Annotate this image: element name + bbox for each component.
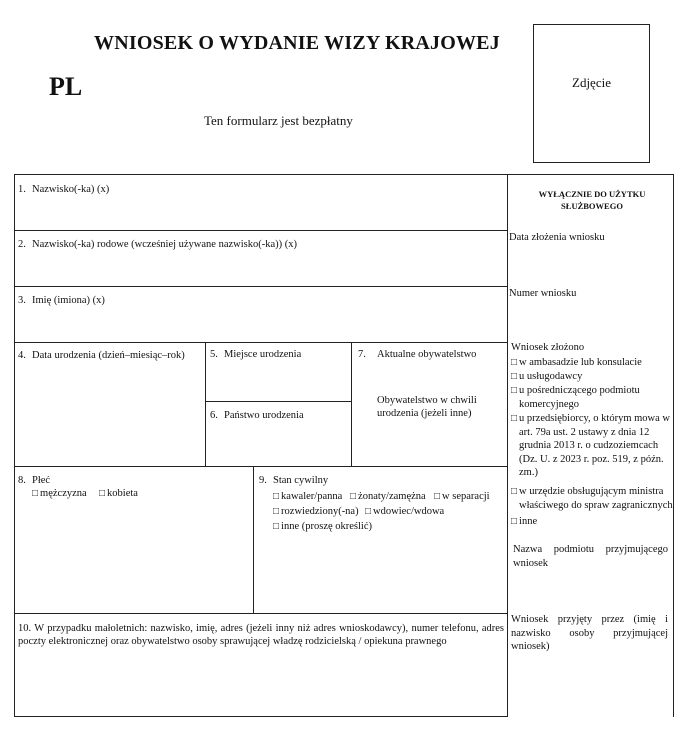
checkbox[interactable]: □ xyxy=(434,491,441,502)
option-label: rozwiedziony(-na) xyxy=(281,506,359,517)
option-label: wdowiec/wdowa xyxy=(373,506,445,517)
option-male[interactable] xyxy=(32,487,87,500)
field-number: 5. xyxy=(210,349,218,360)
option-divorced[interactable] xyxy=(273,505,359,518)
field-nationality-at-birth[interactable] xyxy=(377,394,502,420)
field-place-of-birth[interactable] xyxy=(210,348,301,361)
field-label: Imię (imiona) (x) xyxy=(32,295,105,306)
checkbox[interactable]: □ xyxy=(32,488,39,499)
field-nationality[interactable] xyxy=(358,348,476,361)
field-birth-surname[interactable] xyxy=(18,238,297,251)
form-title: WNIOSEK O WYDANIE WIZY KRAJOWEJ xyxy=(94,32,500,54)
option-other[interactable] xyxy=(273,520,372,533)
field-number: 8. xyxy=(18,475,26,486)
host-entity-label: Nazwa podmiotu przyjmującego wniosek xyxy=(513,544,668,569)
field-label: Data urodzenia (dzień–miesiąc–rok) xyxy=(32,350,185,361)
option-label: u przedsiębiorcy, o którym mowa w art. 79a ust. 2 ustawy z dnia 12 grudnia 2013 r. o cudzoziemcach (Dz. U. z 2023 r. poz. 519, z późn. zm.) xyxy=(519,413,670,478)
field-label: Miejsce urodzenia xyxy=(224,349,302,360)
grid-line xyxy=(14,286,508,287)
free-form-note: Ten formularz jest bezpłatny xyxy=(204,113,353,128)
option-label: inne (proszę określić) xyxy=(281,521,373,532)
option-label: inne xyxy=(519,516,538,527)
checkbox[interactable]: □ xyxy=(511,385,518,396)
option-label: w urzędzie obsługującym ministra właściwego do spraw zagranicznych xyxy=(519,486,673,511)
option-label: u usługodawcy xyxy=(519,371,583,382)
checkbox[interactable]: □ xyxy=(511,413,518,424)
field-number: 7. xyxy=(358,349,366,360)
option-label: kobieta xyxy=(107,488,138,499)
field-label: Państwo urodzenia xyxy=(224,410,304,421)
option-label: mężczyzna xyxy=(40,488,87,499)
option-separated[interactable] xyxy=(434,490,490,503)
checkbox[interactable]: □ xyxy=(273,491,280,502)
field-sex xyxy=(18,474,50,487)
checkbox[interactable]: □ xyxy=(511,371,518,382)
field-label: Nazwisko(-ka) (x) xyxy=(32,184,110,195)
checkbox[interactable]: □ xyxy=(273,506,280,517)
checkbox[interactable]: □ xyxy=(511,516,518,527)
option-female[interactable] xyxy=(99,487,138,500)
option-label: żonaty/zamężna xyxy=(358,491,426,502)
field-label: Stan cywilny xyxy=(273,475,329,486)
option-label: w ambasadzie lub konsulacie xyxy=(519,357,642,368)
option-label: u pośredniczącego podmiotu komercyjnego xyxy=(519,385,640,410)
submitted-option[interactable] xyxy=(511,356,671,370)
field-label: Nazwisko(-ka) rodowe (wcześniej używane nazwisko(-ka)) (x) xyxy=(32,239,298,250)
checkbox[interactable]: □ xyxy=(350,491,357,502)
grid-line xyxy=(14,342,508,343)
application-number-label: Numer wniosku xyxy=(509,288,577,299)
field-number: 3. xyxy=(18,295,26,306)
official-use-heading xyxy=(512,188,672,212)
grid-line xyxy=(507,174,508,717)
grid-line xyxy=(253,466,254,614)
grid-line xyxy=(351,342,352,466)
field-number: 10. xyxy=(18,623,32,634)
submitted-option[interactable] xyxy=(511,370,671,384)
official-use-heading-line: SŁUŻBOWEGO xyxy=(561,201,623,211)
field-label: W przypadku małoletnich: nazwisko, imię, adres (jeżeli inny niż adres wnioskodawcy), numer telefonu, adres poczty elektronicznej oraz obywatelstwo osoby sprawującej władzę rodzicielską / opiekuna prawnego xyxy=(18,623,504,647)
photo-label: Zdjęcie xyxy=(572,75,611,90)
checkbox[interactable]: □ xyxy=(365,506,372,517)
submitted-option[interactable] xyxy=(511,412,671,480)
option-label: kawaler/panna xyxy=(281,491,343,502)
submitted-at-label: Wniosek złożono xyxy=(511,342,585,353)
option-widowed[interactable] xyxy=(365,505,444,518)
field-label: Aktualne obywatelstwo xyxy=(377,349,477,360)
option-married[interactable] xyxy=(350,490,426,503)
field-number: 1. xyxy=(18,184,26,195)
submitted-option[interactable] xyxy=(511,515,671,529)
grid-line xyxy=(14,466,508,467)
grid-line xyxy=(14,613,508,614)
country-code: PL xyxy=(49,72,83,101)
submitted-option[interactable] xyxy=(511,384,671,411)
field-number: 2. xyxy=(18,239,26,250)
field-number: 4. xyxy=(18,350,26,361)
field-label: Płeć xyxy=(32,475,51,486)
grid-line xyxy=(14,174,15,717)
official-use-heading-line: WYŁĄCZNIE DO UŻYTKU xyxy=(538,189,646,199)
grid-line xyxy=(14,716,508,717)
checkbox[interactable]: □ xyxy=(273,521,280,532)
option-single[interactable] xyxy=(273,490,342,503)
application-date-label: Data złożenia wniosku xyxy=(509,232,605,243)
checkbox[interactable]: □ xyxy=(511,486,518,497)
photo-box[interactable] xyxy=(533,24,650,163)
field-marital-status xyxy=(259,474,328,487)
option-label: w separacji xyxy=(442,491,490,502)
checkbox[interactable]: □ xyxy=(511,357,518,368)
grid-line xyxy=(205,342,206,466)
field-number: 6. xyxy=(210,410,218,421)
checkbox[interactable]: □ xyxy=(99,488,106,499)
field-first-names[interactable] xyxy=(18,294,105,307)
field-date-of-birth[interactable] xyxy=(18,349,185,362)
grid-line xyxy=(673,174,674,717)
field-label: Obywatelstwo w chwili urodzenia (jeżeli inne) xyxy=(377,395,477,419)
field-country-of-birth[interactable] xyxy=(210,409,304,422)
grid-line xyxy=(14,230,508,231)
field-guardian-info[interactable] xyxy=(18,622,504,648)
submitted-option[interactable] xyxy=(511,485,677,512)
field-surname[interactable] xyxy=(18,183,109,196)
field-number: 9. xyxy=(259,475,267,486)
grid-line xyxy=(205,401,352,402)
accepted-by-label: Wniosek przyjęty przez (imię i nazwisko osoby przyjmującej wniosek) xyxy=(511,614,668,652)
grid-line xyxy=(14,174,674,175)
